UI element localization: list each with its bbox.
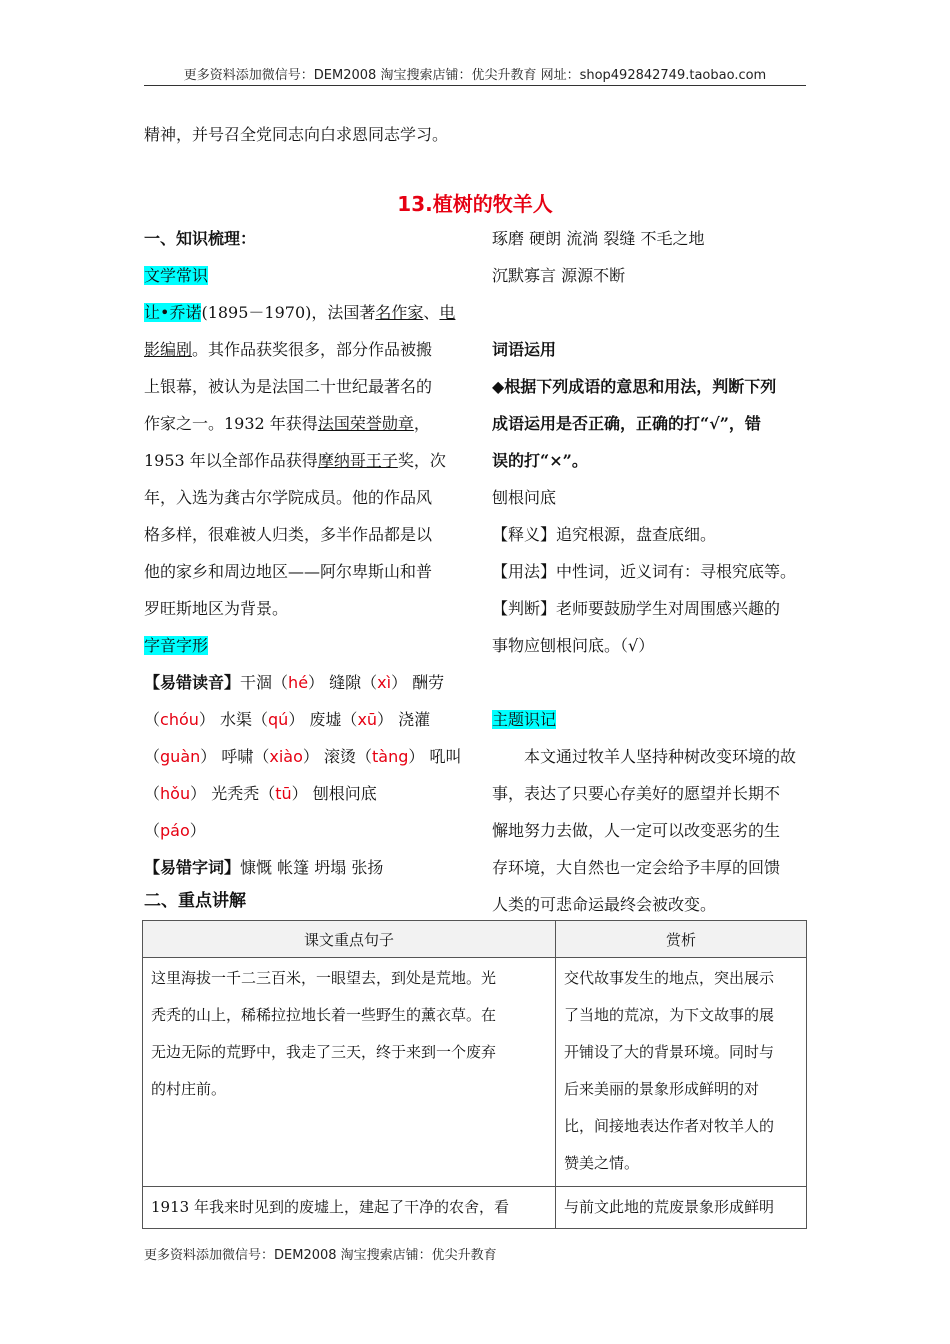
error-char-line xyxy=(144,849,460,886)
theme-line: 存环境，大自然也一定会给予丰厚的回馈 xyxy=(492,858,781,877)
pron-word: 水渠 xyxy=(219,710,252,729)
pron-word: 缝隙 xyxy=(329,673,362,692)
key-sentences-table xyxy=(142,920,807,1229)
theme-line: 人类的可悲命运最终会被改变。 xyxy=(492,895,717,914)
theme-line: 本文通过牧羊人坚持种树改变环境的故 xyxy=(524,747,797,766)
pron-line: （guàn） 呼啸（xiào） 滚烫（tàng） 吼叫 xyxy=(144,747,462,766)
char-word: 硬朗 xyxy=(529,229,562,248)
pron-line: （hǒu） 光秃秃（tū） 刨根问底 xyxy=(144,784,377,803)
table-row xyxy=(143,1187,807,1229)
bio-underlined: 名作家 xyxy=(375,303,424,322)
pronunciation-label: 字音字形 xyxy=(144,636,209,655)
pron-word: 呼啸 xyxy=(221,747,254,766)
theme-label: 主题识记 xyxy=(492,710,557,729)
pron-word: 光秃秃 xyxy=(211,784,260,803)
char-word: 沉默寡言 xyxy=(492,266,557,285)
analysis-cell xyxy=(556,958,807,1187)
literary-knowledge-label: 文学常识 xyxy=(144,266,209,285)
bio-line: 格多样，很难被人归类，多半作品都是以 xyxy=(144,525,433,544)
theme-line: 事，表达了只要心存美好的愿望并长期不 xyxy=(492,784,781,803)
pinyin: xiào xyxy=(269,747,303,766)
cell-line: 了当地的荒凉，为下文故事的展 xyxy=(564,1006,775,1024)
word-usage-heading: 词语运用 xyxy=(492,340,557,359)
pron-word: 滚烫 xyxy=(324,747,357,766)
idiom-judge: 【判断】老师要鼓励学生对周围感兴趣的 xyxy=(492,599,781,618)
analysis-cell xyxy=(556,1187,807,1229)
idiom: 刨根问底 xyxy=(492,488,557,507)
page-title: 13.植树的牧羊人 xyxy=(397,192,553,216)
cell-line: 赞美之情。 xyxy=(564,1154,640,1172)
table-row xyxy=(143,958,807,1187)
theme-line: 懈地努力去做，人一定可以改变恶劣的生 xyxy=(492,821,781,840)
bio-line xyxy=(144,405,460,442)
idiom-meaning: 【释义】追究根源，盘查底细。 xyxy=(492,525,717,544)
char-words-line xyxy=(492,257,808,294)
page-header: 更多资料添加微信号：DEM2008 淘宝搜索店铺：优尖升教育 网址：shop492842749.taobao.com xyxy=(183,68,767,83)
sentence-cell xyxy=(143,958,556,1187)
bio-underlined: 影编剧 xyxy=(144,340,193,359)
bio-text: (1895－1970)，法国著 xyxy=(201,303,376,322)
bio-line xyxy=(144,442,460,479)
idiom-usage: 【用法】中性词，近义词有：寻根究底等。 xyxy=(492,562,797,581)
cell-line: 1913 年我来时见到的废墟上，建起了干净的农舍，看 xyxy=(151,1198,509,1216)
bio-text: 奖，次 xyxy=(397,451,446,470)
pinyin: tàng xyxy=(372,747,409,766)
bio-text: 作家之一。1932 年获得 xyxy=(144,414,318,433)
table-header: 课文重点句子 xyxy=(143,921,556,958)
pinyin: xū xyxy=(357,710,378,729)
cell-line: 与前文此地的荒废景象形成鲜明 xyxy=(564,1198,775,1216)
cell-line: 无边无际的荒野中，我走了三天，终于来到一个废弃 xyxy=(151,1043,497,1061)
question-line: 成语运用是否正确，正确的打“√”，错 xyxy=(492,414,761,433)
pron-line: 【易错读音】干涸（hé） 缝隙（xì） 酬劳 xyxy=(144,673,445,692)
pron-word: 吼叫 xyxy=(429,747,462,766)
error-char-label: 【易错字词】 xyxy=(144,858,241,877)
page-footer: 更多资料添加微信号：DEM2008 淘宝搜索店铺：优尖升教育 xyxy=(144,1248,497,1263)
left-column xyxy=(144,220,460,886)
right-column xyxy=(492,220,808,923)
char-word: 慷慨 xyxy=(240,858,273,877)
bio-line: 罗旺斯地区为背景。 xyxy=(144,599,289,618)
pinyin: qú xyxy=(268,710,289,729)
bio-line: 上银幕，被认为是法国二十世纪最著名的 xyxy=(144,377,433,396)
header-divider xyxy=(144,85,806,86)
pinyin: guàn xyxy=(160,747,201,766)
pinyin: xì xyxy=(377,673,392,692)
cell-line: 秃秃的山上，稀稀拉拉地长着一些野生的薰衣草。在 xyxy=(151,1006,497,1024)
pron-word: 浇灌 xyxy=(398,710,431,729)
section-1-heading: 一、知识梳理： xyxy=(144,229,257,248)
bio-underlined: 法国荣誉勋章 xyxy=(317,414,414,433)
bio-underlined: 电 xyxy=(439,303,456,322)
author-name: 让•乔诺 xyxy=(144,303,202,322)
spacer xyxy=(492,664,808,701)
pinyin: hǒu xyxy=(160,784,191,803)
char-word: 琢磨 xyxy=(492,229,525,248)
char-word: 源源不断 xyxy=(561,266,626,285)
pron-word: 刨根问底 xyxy=(312,784,377,803)
cell-line: 交代故事发生的地点，突出展示 xyxy=(564,969,775,987)
pron-word: 废墟 xyxy=(309,710,342,729)
table-header: 赏析 xyxy=(556,921,807,958)
char-word: 张扬 xyxy=(351,858,384,877)
pinyin: tū xyxy=(275,784,292,803)
sentence-cell xyxy=(143,1187,556,1229)
bio-line xyxy=(144,331,460,368)
idiom-judge: 事物应刨根问底。（√） xyxy=(492,636,655,655)
char-word: 坍塌 xyxy=(314,858,347,877)
error-pron-label: 【易错读音】 xyxy=(144,673,241,692)
cell-line: 后来美丽的景象形成鲜明的对 xyxy=(564,1080,760,1098)
bio-line: 他的家乡和周边地区——阿尔卑斯山和普 xyxy=(144,562,433,581)
char-word: 不毛之地 xyxy=(640,229,705,248)
pinyin: páo xyxy=(160,821,190,840)
pinyin: hé xyxy=(288,673,309,692)
question-line: 误的打“×”。 xyxy=(492,451,588,470)
pron-line: （páo） xyxy=(144,821,206,840)
bio-line: 年，入选为龚古尔学院成员。他的作品风 xyxy=(144,488,433,507)
cell-line: 的村庄前。 xyxy=(151,1080,227,1098)
pron-word: 酬劳 xyxy=(412,673,445,692)
bio-text: 。其作品获奖很多，部分作品被搬 xyxy=(192,340,433,359)
section-2-heading: 二、重点讲解 xyxy=(144,891,246,911)
cell-line: 比，间接地表达作者对牧羊人的 xyxy=(564,1117,775,1135)
bio-line xyxy=(144,294,460,331)
char-word: 帐篷 xyxy=(277,858,310,877)
cell-line: 这里海拔一千二三百米，一眼望去，到处是荒地。光 xyxy=(151,969,497,987)
pron-word: 干涸 xyxy=(240,673,273,692)
cell-line: 开铺设了大的背景环境。同时与 xyxy=(564,1043,775,1061)
question-line: ◆根据下列成语的意思和用法，判断下列 xyxy=(492,377,777,396)
bio-text: 1953 年以全部作品获得 xyxy=(144,451,318,470)
spacer xyxy=(492,294,808,331)
bio-text: 、 xyxy=(423,303,440,322)
intro-line: 精神，并号召全党同志向白求恩同志学习。 xyxy=(144,125,449,144)
char-word: 裂缝 xyxy=(603,229,636,248)
pron-line: （chóu） 水渠（qú） 废墟（xū） 浇灌 xyxy=(144,710,431,729)
bio-text: ， xyxy=(413,414,430,433)
char-words-line xyxy=(492,220,808,257)
pinyin: chóu xyxy=(160,710,199,729)
char-word: 流淌 xyxy=(566,229,599,248)
bio-underlined: 摩纳哥王子 xyxy=(317,451,398,470)
